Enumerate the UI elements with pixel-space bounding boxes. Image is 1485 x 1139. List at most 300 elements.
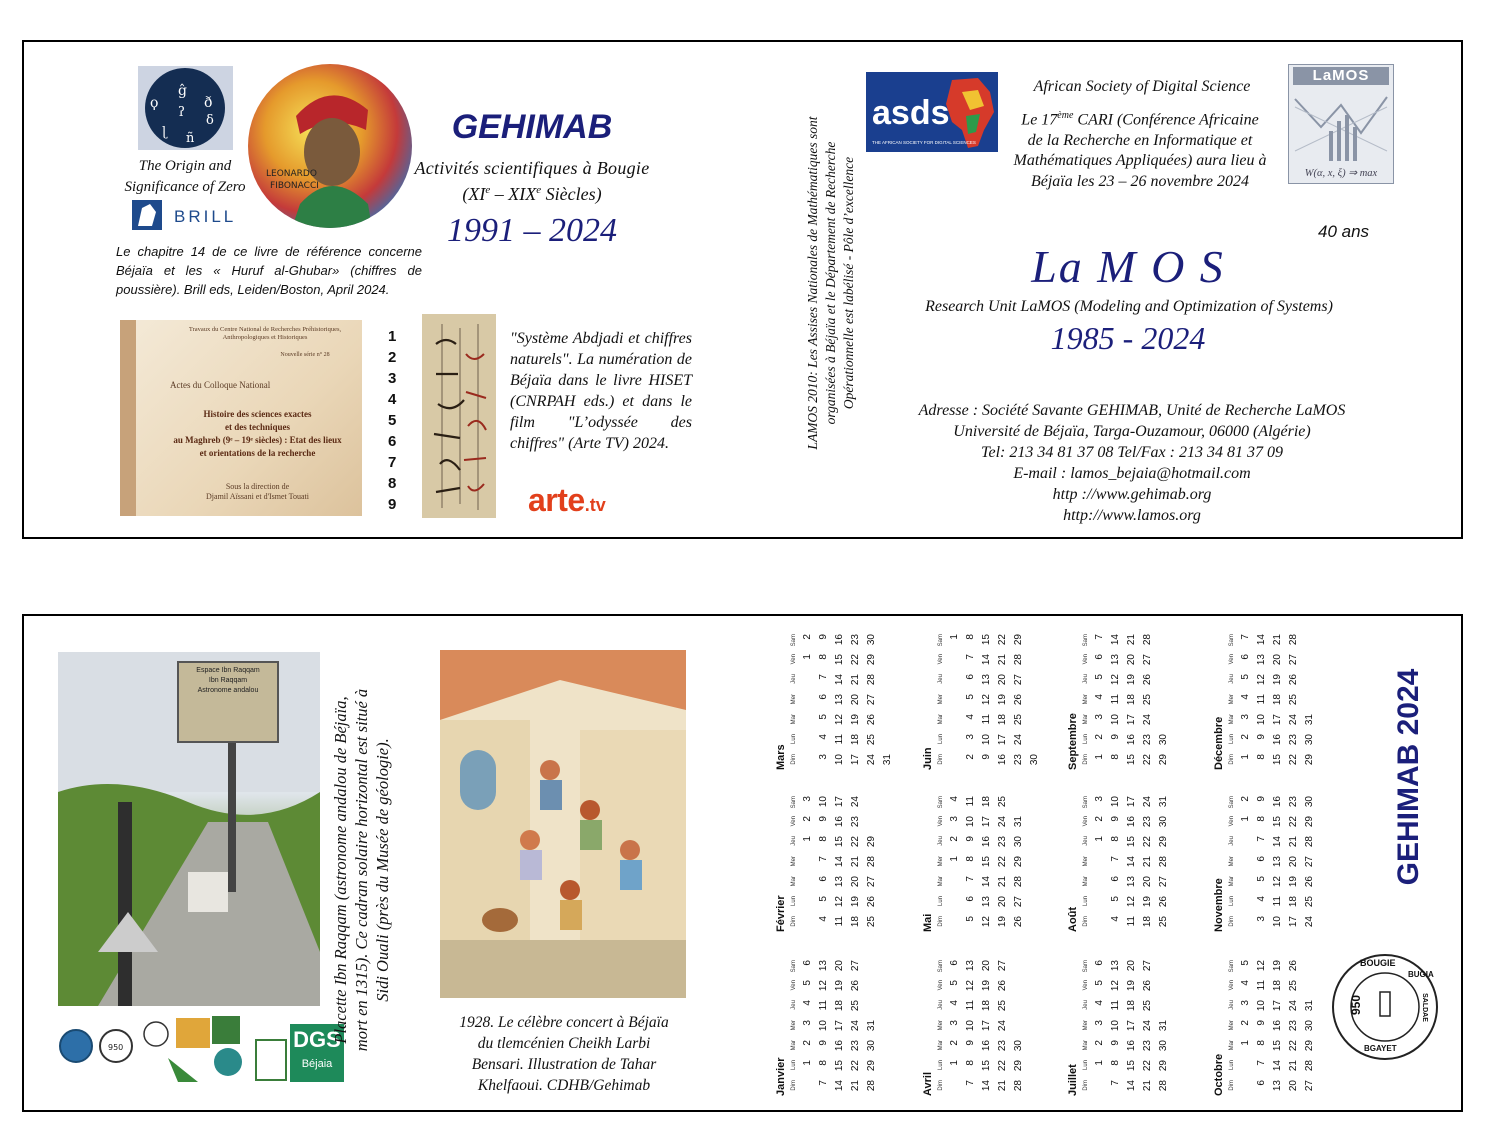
calendar-day: 15	[1272, 754, 1283, 766]
calendar-day: 25	[1013, 714, 1024, 726]
calendar-day-header: Sam	[938, 634, 944, 647]
zero-glyph-art	[138, 66, 233, 150]
concert-illustration	[440, 650, 686, 998]
zero-book-caption-line1: The Origin and	[138, 158, 232, 174]
calendar-day-header: Ven	[1083, 654, 1089, 665]
calendar-day: 15	[981, 1060, 992, 1072]
calendar-day-header: Lun	[1229, 1060, 1235, 1071]
calendar-day: 25	[1288, 980, 1299, 992]
calendar-day-header: Sam	[1229, 960, 1235, 973]
calendar-day: 3	[802, 796, 813, 802]
calendar-day: 5	[802, 980, 813, 986]
calendar-day: 24	[1142, 714, 1153, 726]
calendar-month-9	[1066, 630, 1216, 770]
hiset-colloque: Actes du Colloque National	[170, 380, 271, 390]
calendar-day: 26	[1304, 876, 1315, 888]
cari-sup: ème	[1057, 110, 1074, 121]
calendar-day: 11	[1110, 694, 1121, 705]
calendar-day: 21	[997, 876, 1008, 888]
calendar-day: 7	[818, 856, 829, 862]
calendar-day: 10	[834, 754, 845, 766]
calendar-day	[1156, 956, 1172, 976]
calendar-day: 11	[834, 916, 845, 927]
calendar-day: 7	[1256, 1060, 1267, 1066]
calendar-day: 3	[818, 754, 829, 760]
calendar-day-header: Mar	[1229, 714, 1235, 725]
calendar-day: 27	[1142, 960, 1153, 972]
top-panel	[22, 40, 1463, 539]
calendar-day: 23	[997, 836, 1008, 848]
calendar-day: 20	[850, 876, 861, 888]
digit-7: 7	[388, 454, 397, 471]
calendar-day-header: Ven	[1229, 980, 1235, 991]
calendar-day: 13	[818, 960, 829, 972]
calendar-day: 11	[1110, 1000, 1121, 1011]
calendar-day: 28	[1142, 634, 1153, 646]
calendar-day-header: Sam	[938, 960, 944, 973]
calendar-day: 27	[1013, 674, 1024, 686]
calendar-day: 31	[1304, 1000, 1315, 1012]
calendar-title	[1386, 652, 1432, 902]
photo-caption-line1: Placette Ibn Raqqam (astronome andalou de Béjaïa,	[331, 696, 350, 1044]
calendar-day: 11	[1272, 896, 1283, 907]
calendar-month-name: Février	[775, 895, 787, 932]
hiset-header: Travaux du Centre National de Recherches Préhistoriques, Anthropologiques et Historiques	[188, 326, 342, 341]
calendar-day: 29	[1013, 856, 1024, 868]
calendar-day: 10	[818, 796, 829, 808]
calendar-day-grid	[1080, 792, 1172, 932]
calendar-day: 16	[981, 836, 992, 848]
calendar-day: 16	[981, 1040, 992, 1052]
calendar-day: 24	[1142, 1020, 1153, 1032]
dgs-logo-text: DGS	[293, 1027, 341, 1052]
calendar-day: 24	[1304, 916, 1315, 928]
calendar-day: 13	[1126, 876, 1137, 888]
calendar-day	[1302, 956, 1318, 976]
calendar-day: 30	[1013, 1040, 1024, 1052]
calendar-day-header: Dim	[791, 754, 797, 765]
calendar-day: 3	[1094, 714, 1105, 720]
calendar-month-rotated	[774, 956, 924, 1096]
calendar-day	[880, 670, 896, 690]
calendar-day: 30	[1304, 796, 1315, 808]
calendar-day: 9	[965, 1040, 976, 1046]
calendar-day-header: Dim	[1083, 916, 1089, 927]
calendar-day	[947, 690, 963, 710]
calendar-day: 13	[1256, 654, 1267, 666]
glyph-1: ĝ	[178, 83, 187, 99]
calendar-day	[864, 792, 880, 812]
calendar-day-grid	[1226, 792, 1318, 932]
calendar-day	[1027, 730, 1043, 750]
calendar-day: 2	[1240, 734, 1251, 740]
calendar-day: 29	[1158, 836, 1169, 848]
calendar-day-grid	[1080, 630, 1172, 770]
calendar-day: 22	[997, 634, 1008, 646]
calendar-day: 28	[1304, 1060, 1315, 1072]
cari-rest: CARI (Conférence Africaine de la Recherche en Informatique et Mathématiques Appliquées) aura lieu à Béjaïa les 23 – 26 novembre 2024	[1013, 111, 1267, 190]
calendar-day: 5	[818, 896, 829, 902]
calendar-day: 12	[1256, 960, 1267, 972]
calendar-day: 3	[949, 816, 960, 822]
calendar-day: 4	[802, 1000, 813, 1006]
calendar-day-header: Mar	[1083, 1040, 1089, 1051]
calendar-day	[947, 892, 963, 912]
calendar-day: 12	[1110, 980, 1121, 992]
calendar-day-header: Jeu	[1083, 836, 1089, 846]
calendar-day-header: Lun	[1083, 734, 1089, 745]
calendar-day	[1027, 690, 1043, 710]
calendar-day	[864, 956, 880, 976]
abdjadi-text: "Système Abdjadi et chiffres naturels". La numération de Béjaïa dans le livre HISET (CNRPAH eds.) et dans le film "L’odyssée des chiffres" (Arte TV) 2024.	[510, 330, 692, 452]
calendar-day: 29	[1304, 1040, 1315, 1052]
calendar-day: 25	[1304, 896, 1315, 908]
calendar-day-header: Sam	[938, 796, 944, 809]
calendar-day	[800, 872, 816, 892]
calendar-day-grid	[1080, 956, 1172, 1096]
lamos-2010-line1: LAMOS 2010: Les Assises Nationales de Mathématiques sont	[805, 116, 820, 450]
calendar-day-header: Jeu	[938, 674, 944, 684]
calendar-day: 14	[1272, 1060, 1283, 1072]
calendar-day: 30	[1013, 836, 1024, 848]
calendar-day: 4	[949, 796, 960, 802]
digit-3: 3	[388, 370, 397, 387]
calendar-day	[1011, 996, 1027, 1016]
calendar-day: 21	[1288, 836, 1299, 848]
calendar-day: 4	[1256, 896, 1267, 902]
calendar-day: 22	[1288, 816, 1299, 828]
calendar-day-header: Dim	[1229, 1080, 1235, 1091]
calendar-day: 10	[1110, 1020, 1121, 1032]
calendar-day: 29	[1158, 1060, 1169, 1072]
calendar-day: 10	[1272, 916, 1283, 928]
digit-8: 8	[388, 475, 397, 492]
calendar-day-header: Jeu	[791, 836, 797, 846]
digit-9: 9	[388, 496, 397, 513]
digit-6: 6	[388, 433, 397, 450]
calendar-month-name: Août	[1067, 906, 1079, 932]
contact-university: Université de Béjaïa, Targa-Ouzamour, 06000 (Algérie)	[953, 423, 1311, 440]
hiset-title-line2: et des techniques	[225, 422, 290, 432]
glyph-6: ñ	[186, 131, 195, 146]
gehimab-years: 1991 – 2024	[447, 212, 617, 249]
calendar-day: 26	[997, 980, 1008, 992]
calendar-day: 14	[1256, 634, 1267, 646]
calendar-day: 10	[1256, 1000, 1267, 1012]
centuries-start: (XI	[462, 184, 486, 204]
calendar-day: 29	[1013, 1060, 1024, 1072]
calendar-day: 18	[981, 796, 992, 808]
calendar-day-header: Dim	[1083, 1080, 1089, 1091]
calendar-day-header: Mer	[791, 856, 797, 867]
lamos-years: 1985 - 2024	[1050, 320, 1206, 356]
calendar-day-header: Jeu	[1229, 1000, 1235, 1010]
calendar-day: 27	[1304, 1080, 1315, 1092]
lamos-title: La M O S	[1031, 241, 1225, 292]
calendar-day: 12	[1256, 674, 1267, 686]
anniversary-label: 40 ans	[1318, 222, 1370, 241]
calendar-day: 28	[866, 856, 877, 868]
calendar-day: 17	[997, 734, 1008, 746]
calendar-day	[880, 630, 896, 650]
calendar-day: 7	[965, 654, 976, 660]
calendar-day: 2	[1094, 816, 1105, 822]
calendar-day-header: Sam	[1229, 796, 1235, 809]
calendar-day: 20	[1288, 1080, 1299, 1092]
calendar-day: 30	[866, 634, 877, 646]
contact-website-gehimab[interactable]: http ://www.gehimab.org	[1052, 486, 1212, 503]
brill-logo	[130, 198, 242, 234]
calendar-day: 17	[1126, 1020, 1137, 1032]
calendar-day	[864, 812, 880, 832]
seal-text-right: BUGIA	[1408, 970, 1434, 979]
calendar-day: 6	[1094, 654, 1105, 660]
calendar-day-header: Ven	[938, 980, 944, 991]
calendar-month-name: Octobre	[1213, 1053, 1225, 1096]
glyph-4: δ	[206, 113, 214, 128]
calendar-day: 13	[981, 674, 992, 686]
seal-text-side: SALDAE	[1420, 993, 1428, 1022]
calendar-day-header: Mar	[791, 876, 797, 887]
calendar-day	[1156, 976, 1172, 996]
photo-caption	[330, 660, 396, 1080]
concert-caption-line2: du tlemcénien Cheikh Larbi	[477, 1035, 651, 1052]
calendar-day: 23	[1142, 734, 1153, 746]
calendar-day	[1238, 912, 1254, 932]
calendar-day: 17	[834, 796, 845, 808]
calendar-day: 27	[1288, 654, 1299, 666]
calendar-day: 30	[866, 1040, 877, 1052]
calendar-day: 4	[818, 916, 829, 922]
calendar-day: 16	[1272, 796, 1283, 808]
calendar-day: 31	[1158, 796, 1169, 808]
calendar-day: 16	[1272, 1020, 1283, 1032]
calendar-day-header: Ven	[938, 816, 944, 827]
calendar-day: 7	[1094, 634, 1105, 640]
calendar-day: 5	[1094, 674, 1105, 680]
calendar-day: 25	[850, 1000, 861, 1012]
calendar-day: 17	[981, 1020, 992, 1032]
calendar-day-header: Mer	[938, 1020, 944, 1031]
calendar-day: 11	[834, 734, 845, 745]
calendar-day	[947, 710, 963, 730]
calendar-day-header: Mar	[1229, 1040, 1235, 1051]
hiset-direction-line1: Sous la direction de	[225, 482, 290, 491]
calendar-day: 28	[1013, 876, 1024, 888]
calendar-day: 19	[850, 714, 861, 726]
calendar-day: 21	[1126, 634, 1137, 646]
ibn-raqqam-photo	[58, 652, 320, 1006]
calendar-day: 21	[1272, 634, 1283, 646]
calendar-day: 19	[834, 980, 845, 992]
calendar-day: 2	[1094, 734, 1105, 740]
calendar-day: 22	[1288, 754, 1299, 766]
placette-scene-art	[58, 652, 320, 1006]
calendar-day: 5	[1094, 980, 1105, 986]
calendar-day: 21	[997, 654, 1008, 666]
calendar-day: 27	[1304, 856, 1315, 868]
calendar-day: 16	[1126, 816, 1137, 828]
calendar-day-header: Sam	[1229, 634, 1235, 647]
calendar-day: 10	[965, 816, 976, 828]
calendar-day: 22	[1142, 836, 1153, 848]
calendar-month-12	[1212, 630, 1362, 770]
calendar-title-text: GEHIMAB 2024	[1392, 668, 1425, 886]
calendar-day	[800, 690, 816, 710]
calendar-day: 28	[866, 1080, 877, 1092]
calendar-day-header: Mer	[1229, 856, 1235, 867]
digit-4: 4	[388, 391, 397, 408]
calendar-day: 26	[1288, 960, 1299, 972]
calendar-day: 13	[981, 896, 992, 908]
calendar-day: 17	[850, 754, 861, 766]
calendar-day: 30	[1158, 734, 1169, 746]
asds-org-name: African Society of Digital Science	[1033, 78, 1251, 95]
calendar-day: 2	[949, 1040, 960, 1046]
calendar-day: 3	[965, 734, 976, 740]
calendar-day: 24	[1288, 714, 1299, 726]
calendar-day-header: Ven	[791, 980, 797, 991]
calendar-day-header: Mer	[938, 856, 944, 867]
calendar-month-11	[1212, 792, 1362, 932]
calendar-day: 22	[1142, 1060, 1153, 1072]
lamos-logo	[1288, 64, 1394, 184]
asds-tagline: THE AFRICAN SOCIETY FOR DIGITAL SCIENCES	[872, 140, 976, 145]
digit-1: 1	[388, 328, 397, 345]
calendar-day-header: Dim	[938, 1080, 944, 1091]
calendar-day	[880, 650, 896, 670]
hiset-series: Nouvelle série n° 28	[280, 352, 330, 358]
centuries-end: Siècles)	[541, 184, 602, 204]
calendar-day: 4	[1094, 694, 1105, 700]
calendar-day: 15	[834, 654, 845, 666]
calendar-day-grid	[1226, 956, 1318, 1096]
calendar-day	[1027, 650, 1043, 670]
calendar-day-header: Dim	[791, 916, 797, 927]
calendar-day: 27	[1013, 896, 1024, 908]
calendar-day: 28	[1158, 1080, 1169, 1092]
calendar-day: 27	[1158, 876, 1169, 888]
calendar-day: 11	[965, 1000, 976, 1011]
dgs-logo-city: Béjaia	[301, 1058, 333, 1070]
calendar-day	[1156, 630, 1172, 650]
calendar-day: 10	[1256, 714, 1267, 726]
calendar-day: 28	[866, 674, 877, 686]
calendar-day: 8	[965, 634, 976, 640]
calendar-day: 9	[1110, 1040, 1121, 1046]
contact-email[interactable]: E-mail : lamos_bejaia@hotmail.com	[1013, 465, 1251, 482]
calendar-day: 20	[1272, 654, 1283, 666]
calendar-day: 9	[1256, 796, 1267, 802]
calendar-day: 12	[834, 714, 845, 726]
calendar-day: 6	[949, 960, 960, 966]
calendar-day: 15	[1126, 754, 1137, 766]
calendar-day: 11	[981, 714, 992, 725]
calendar-day	[1156, 710, 1172, 730]
calendar-day	[947, 912, 963, 932]
calendar-day: 22	[850, 836, 861, 848]
calendar-day-grid	[788, 792, 880, 932]
calendar-day: 30	[1304, 1020, 1315, 1032]
calendar-day	[800, 912, 816, 932]
calendar-day-header: Dim	[791, 1080, 797, 1091]
calendar-day: 11	[965, 796, 976, 807]
calendar-day: 20	[1288, 856, 1299, 868]
calendar-day-header: Sam	[1083, 796, 1089, 809]
calendar-day: 21	[850, 856, 861, 868]
calendar-day: 1	[1240, 754, 1251, 760]
calendar-day-header: Ven	[1083, 816, 1089, 827]
calendar-month-rotated	[1212, 630, 1362, 770]
calendar-day	[1092, 852, 1108, 872]
brill-wordmark: BRILL	[174, 207, 237, 226]
calendar-day-header: Jeu	[938, 1000, 944, 1010]
contact-website-lamos[interactable]: http://www.lamos.org	[1063, 507, 1201, 524]
calendar-day: 1	[949, 634, 960, 640]
calendar-day-header: Lun	[1083, 896, 1089, 907]
glyph-2: ð	[204, 95, 213, 111]
calendar-day: 20	[1142, 876, 1153, 888]
calendar-day: 4	[949, 1000, 960, 1006]
calendar-day: 22	[997, 856, 1008, 868]
calendar-day: 26	[1142, 674, 1153, 686]
calendar-day: 30	[1029, 754, 1040, 766]
calendar-day: 25	[866, 916, 877, 928]
calendar-day: 16	[834, 816, 845, 828]
calendar-day: 14	[834, 674, 845, 686]
calendar-day: 8	[818, 654, 829, 660]
calendar-day-header: Mer	[1083, 1020, 1089, 1031]
calendar-day: 24	[1013, 734, 1024, 746]
gehimab-title: GEHIMAB	[451, 108, 613, 146]
calendar-month-name: Juillet	[1067, 1064, 1079, 1096]
calendar-month-rotated	[921, 630, 1071, 770]
calendar-day-header: Sam	[1083, 634, 1089, 647]
calendar-day: 18	[1142, 916, 1153, 928]
calendar-day	[1302, 670, 1318, 690]
calendar-day-header: Mer	[1083, 856, 1089, 867]
calendar-day: 18	[1126, 1000, 1137, 1012]
calendar-day: 2	[802, 634, 813, 640]
calendar-day: 6	[1110, 876, 1121, 882]
hiset-title-line1: Histoire des sciences exactes	[203, 409, 312, 419]
contact-block	[864, 400, 1400, 526]
calendar-day: 22	[850, 1060, 861, 1072]
calendar-day: 9	[1110, 734, 1121, 740]
calendar-month-name: Juin	[922, 747, 934, 770]
calendar-day: 18	[1288, 896, 1299, 908]
calendar-day: 1	[802, 654, 813, 660]
calendar-day	[1238, 832, 1254, 852]
calendar-day-header: Lun	[938, 734, 944, 745]
calendar-day-header: Mar	[791, 714, 797, 725]
calendar-day: 10	[1110, 796, 1121, 808]
calendar-day-header: Mar	[1083, 714, 1089, 725]
calendar-day: 18	[1272, 980, 1283, 992]
calendar-day: 7	[818, 674, 829, 680]
calendar-day-header: Sam	[791, 796, 797, 809]
calendar-month-name: Mars	[775, 744, 787, 770]
lamos-logo-wordmark: LaMOS	[1293, 67, 1389, 85]
calendar-day: 13	[1110, 654, 1121, 666]
calendar-day: 23	[1288, 1020, 1299, 1032]
calendar-day: 20	[997, 674, 1008, 686]
calendar-day: 16	[1126, 1040, 1137, 1052]
calendar-day: 19	[1272, 960, 1283, 972]
calendar-day: 8	[1110, 836, 1121, 842]
calendar-day: 12	[981, 916, 992, 928]
fibonacci-label-2: FIBONACCI	[270, 181, 319, 191]
